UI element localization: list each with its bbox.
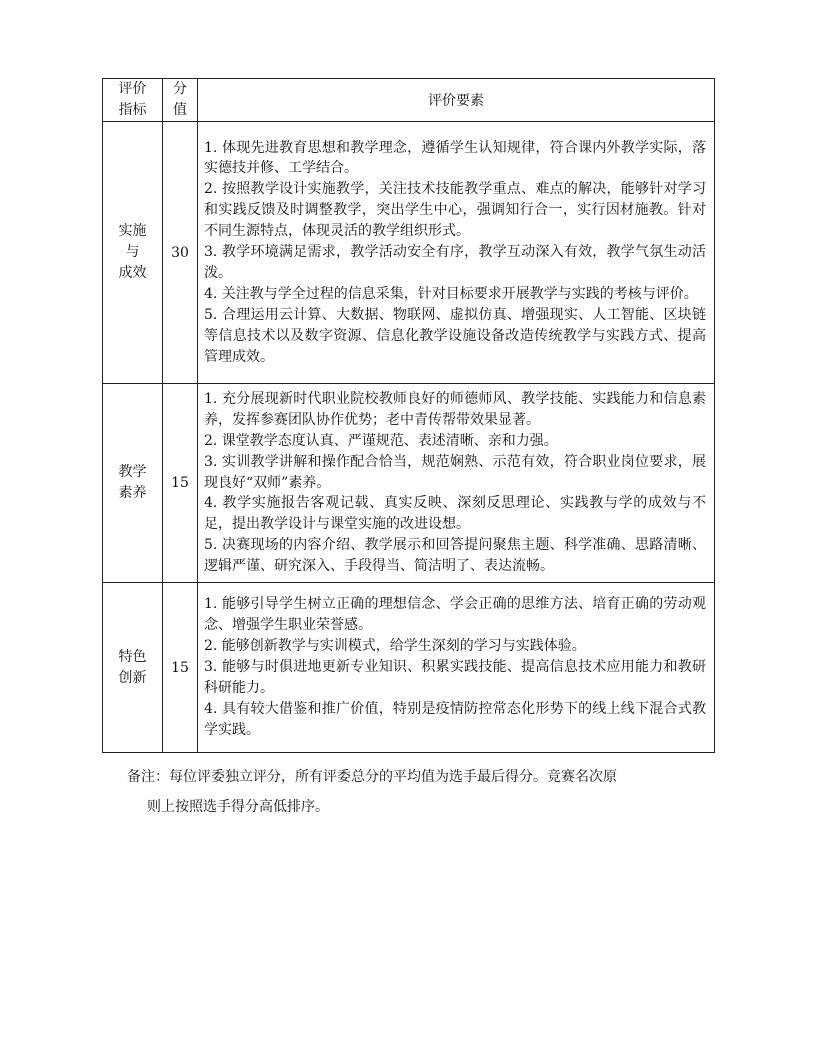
table-row — [103, 384, 715, 583]
requirement-item: 4. 具有较大借鉴和推广价值，特别是疫情防控常态化形势下的线上线下混合式教学实践。 — [204, 700, 706, 738]
row-requirements — [198, 122, 715, 384]
requirement-item: 2. 课堂教学态度认真、严谨规范、表述清晰、亲和力强。 — [204, 432, 558, 449]
evaluation-table — [102, 78, 715, 753]
row-requirements — [198, 583, 715, 753]
row-indicator — [103, 122, 163, 384]
requirement-item: 5. 决赛现场的内容介绍、教学展示和回答提问聚焦主题、科学准确、思路清晰、逻辑严谨、研究深入、手段得当、简洁明了、表达流畅。 — [204, 537, 706, 575]
table-row — [103, 583, 715, 753]
footnote — [127, 762, 717, 822]
indicator-line: 实施 — [118, 223, 147, 239]
header-indicator — [103, 79, 163, 122]
requirement-item: 4. 关注教与学全过程的信息采集，针对目标要求开展教学与实践的考核与评价。 — [204, 285, 698, 302]
requirement-item: 3. 教学环境满足需求，教学活动安全有序，教学互动深入有效，教学气氛生动活泼。 — [204, 244, 706, 281]
table-row — [103, 122, 715, 384]
requirement-item: 1. 体现先进教育思想和教学理念，遵循学生认知规律，符合课内外教学实际，落实德技并修、工学结合。 — [204, 139, 706, 177]
header-indicator-line2: 指标 — [118, 102, 147, 118]
table-header-row — [103, 79, 715, 122]
row-score: 30 — [163, 122, 198, 384]
indicator-line: 素养 — [118, 485, 147, 501]
header-indicator-line1: 评价 — [118, 81, 147, 97]
requirement-item: 5. 合理运用云计算、大数据、物联网、虚拟仿真、增强现实、人工智能、区块链等信息技术以及数字资源、信息化教学设施设备改造传统教学与实践方式、提高管理成效。 — [204, 306, 706, 365]
requirement-item: 1. 能够引导学生树立正确的理想信念、学会正确的思维方法、培育正确的劳动观念、增强学生职业荣誉感。 — [204, 596, 706, 634]
row-indicator — [103, 384, 163, 583]
indicator-line: 特色 — [118, 648, 147, 665]
requirement-item: 3. 实训教学讲解和操作配合恰当，规范娴熟、示范有效，符合职业岗位要求，展现良好“双师”素养。 — [204, 453, 706, 491]
footnote-line: 备注：每位评委独立评分，所有评委总分的平均值为选手最后得分。竞赛名次原 — [127, 769, 617, 785]
header-score-line1: 分 — [173, 81, 187, 97]
requirement-item: 2. 按照教学设计实施教学，关注技术技能教学重点、难点的解决，能够针对学习和实践反馈及时调整教学，突出学生中心，强调知行合一，实行因材施教。针对不同生源特点，体现灵活的教学组织形式。 — [204, 181, 706, 240]
row-indicator — [103, 583, 163, 753]
indicator-line: 成效 — [118, 265, 147, 281]
requirement-item: 4. 教学实施报告客观记载、真实反映、深刻反思理论、实践教与学的成效与不足，提出教学设计与课堂实施的改进设想。 — [204, 495, 706, 533]
indicator-line: 创新 — [118, 669, 147, 686]
requirement-item: 1. 充分展现新时代职业院校教师良好的师德师风、教学技能、实践能力和信息素养，发挥参赛团队协作优势；老中青传帮带效果显著。 — [204, 390, 706, 428]
row-score: 15 — [163, 583, 198, 753]
header-score-line2: 值 — [173, 102, 187, 118]
header-requirements: 评价要素 — [198, 79, 715, 122]
indicator-line: 教学 — [118, 464, 147, 480]
requirement-item: 3. 能够与时俱进地更新专业知识、积累实践技能、提高信息技术应用能力和教研科研能力。 — [204, 659, 706, 696]
header-score — [163, 79, 198, 122]
row-score: 15 — [163, 384, 198, 583]
indicator-line: 与 — [125, 244, 140, 260]
footnote-line: 则上按照选手得分高低排序。 — [147, 799, 329, 815]
row-requirements — [198, 384, 715, 583]
requirement-item: 2. 能够创新教学与实训模式，给学生深刻的学习与实践体验。 — [204, 638, 586, 655]
